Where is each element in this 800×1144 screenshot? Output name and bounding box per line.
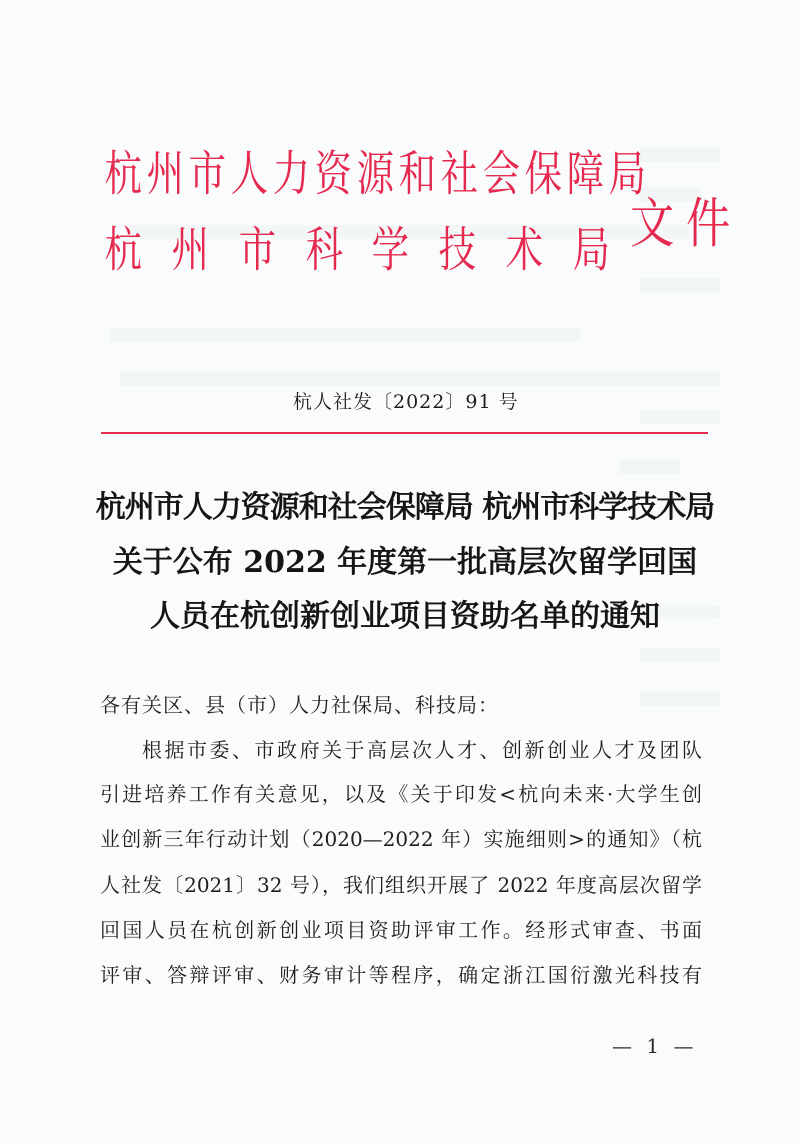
body-paragraph-line: 人社发〔2021〕32 号），我们组织开展了 2022 年度高层次留学 — [100, 873, 702, 897]
salutation: 各有关区、县（市）人力社保局、科技局： — [100, 693, 499, 717]
red-masthead — [100, 140, 732, 300]
body-paragraph-line: 业创新三年行动计划（2020—2022 年）实施细则>的通知》（杭 — [100, 827, 702, 851]
masthead-issuer-hrss: 杭 州 市 人 力 资 源 和 社 会 保 障 局 — [104, 146, 647, 202]
masthead-suffix-wenjian: 文 件 — [630, 192, 732, 255]
body-paragraph-line: 评审、答辩评审、财务审计等程序，确定浙江国衍激光科技有 — [100, 963, 702, 987]
body-paragraph-line: 回国人员在杭创新创业项目资助评审工作。经形式审查、书面 — [100, 918, 702, 942]
document-number: 杭人社发〔2022〕91 号 — [293, 391, 519, 413]
red-separator-rule — [101, 432, 708, 434]
masthead-issuer-sti: 杭 州 市 科 学 技 术 局 — [104, 222, 610, 278]
title-line-2: 关于公布 2022 年度第一批高层次留学回国 — [112, 545, 698, 580]
body-paragraph-line: 引进培养工作有关意见，以及《关于印发<杭向未来·大学生创 — [100, 782, 702, 806]
body-paragraph-line: 根据市委、市政府关于高层次人才、创新创业人才及团队 — [142, 738, 702, 762]
page-number: — 1 — — [612, 1034, 698, 1058]
title-line-1: 杭州市人力资源和社会保障局 杭州市科学技术局 — [95, 490, 715, 525]
title-line-3: 人员在杭创新创业项目资助名单的通知 — [150, 599, 660, 634]
